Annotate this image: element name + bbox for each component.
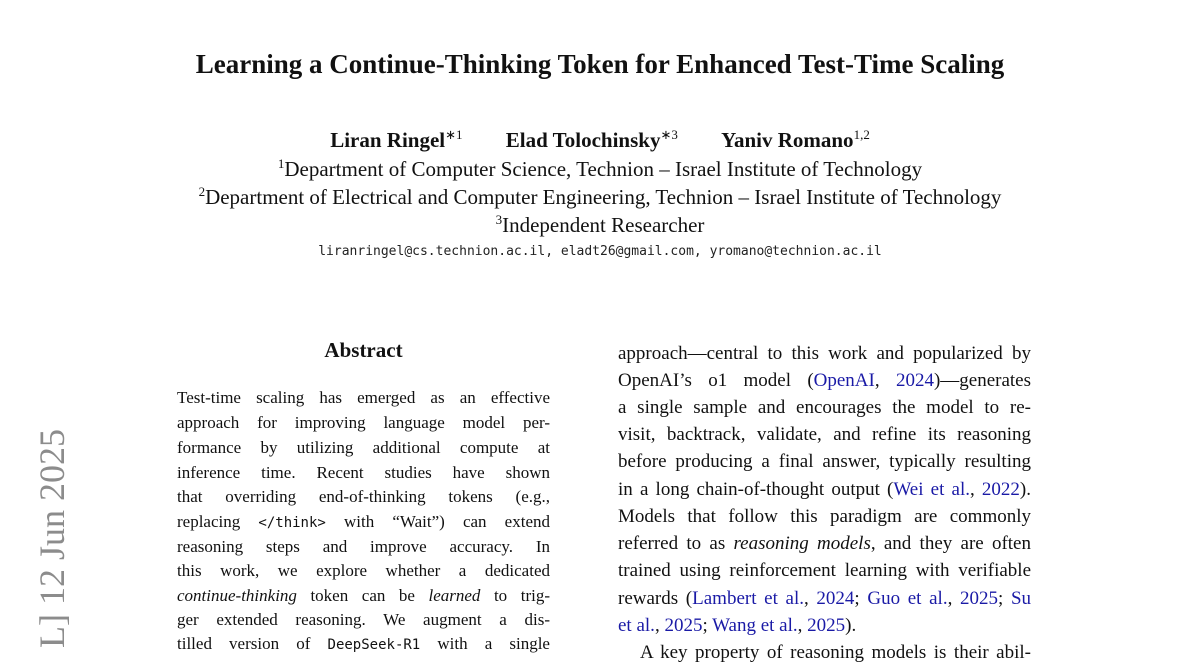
body-line (618, 476, 1031, 504)
body-line (618, 585, 1031, 613)
citation-link[interactable]: 2025 (807, 615, 846, 636)
body-line: before producing a final answer, typically resulting (618, 451, 1031, 472)
abstract-line (177, 583, 550, 608)
abstract-line (177, 631, 550, 656)
text-run: OpenAI’s o1 model ( (618, 370, 814, 391)
text-run: , (797, 615, 808, 636)
citation-link[interactable]: Su (1010, 588, 1031, 609)
citation-link[interactable]: Lambert et al. (692, 588, 804, 609)
text-run: with “Wait”) can extend (325, 512, 550, 531)
text-run: ). (845, 615, 857, 636)
abstract-line: inference time. Recent studies have shown (177, 463, 550, 482)
body-line: visit, backtrack, validate, and refine its reasoning (618, 424, 1031, 445)
text-run: , (970, 479, 982, 500)
author-name: Yaniv Romano (721, 128, 854, 152)
text-run: with a single (420, 634, 550, 653)
affiliation-text: Independent Researcher (502, 213, 705, 237)
italic-term: learned (428, 586, 481, 605)
text-run: , (947, 588, 960, 609)
text-run: , and they are often (870, 533, 1031, 554)
text-run: , (874, 370, 896, 391)
body-line: approach—central to this work and popularized by (618, 343, 1031, 364)
affiliation-marker: 1 (277, 156, 285, 171)
body-line: Models that follow this paradigm are commonly (618, 506, 1031, 527)
citation-link[interactable]: 2024 (816, 588, 855, 609)
citation-link[interactable]: Wei et al. (893, 479, 970, 500)
code-token: </think> (258, 515, 326, 531)
code-token: DeepSeek-R1 (327, 637, 421, 653)
body-line: trained using reinforcement learning with verifiable (618, 560, 1031, 581)
citation-link[interactable]: OpenAI (813, 370, 875, 391)
body-line (618, 612, 1031, 640)
author-affil-marker: 1,2 (853, 127, 870, 142)
text-run: in a long chain-of-thought output ( (618, 479, 894, 500)
text-run: ; (854, 588, 868, 609)
abstract-heading: Abstract (324, 338, 403, 362)
body-line (618, 530, 1031, 558)
text-run: to trig- (480, 586, 550, 605)
text-run: rewards ( (618, 588, 693, 609)
text-run: tilled version of (177, 634, 328, 653)
affiliation-marker: 3 (495, 212, 503, 227)
abstract-line: ger extended reasoning. We augment a dis- (177, 610, 550, 629)
italic-term: continue-thinking (177, 586, 297, 605)
text-run: ). (1019, 479, 1031, 500)
abstract-line: formance by utilizing additional compute at (177, 438, 550, 457)
author-3 (721, 128, 870, 152)
arxiv-stamp-text: L] 12 Jun 2025 (32, 429, 72, 648)
text-run: , (803, 588, 817, 609)
abstract-line: approach for improving language model per- (177, 413, 550, 432)
italic-term: reasoning models (733, 533, 871, 554)
text-run: )—generates (933, 370, 1031, 391)
citation-link[interactable]: 2024 (895, 370, 934, 391)
author-name: Elad Tolochinsky (505, 128, 661, 152)
abstract-line (177, 509, 550, 534)
citation-link[interactable]: 2025 (960, 588, 998, 609)
text-run: , (654, 615, 665, 636)
citation-link[interactable]: Guo et al. (867, 588, 948, 609)
abstract-line: Test-time scaling has emerged as an effective (177, 388, 550, 407)
author-affil-marker: ∗3 (660, 127, 678, 142)
text-run: ; (702, 615, 713, 636)
affiliation-text: Department of Electrical and Computer Engineering, Technion – Israel Institute of Technology (205, 185, 1002, 209)
abstract-line: that overriding end-of-thinking tokens (e.g., (177, 487, 550, 506)
text-run: referred to as (618, 533, 734, 554)
text-run: token can be (296, 586, 429, 605)
citation-link[interactable]: et al. (618, 615, 655, 636)
paper-title: Learning a Continue-Thinking Token for Enhanced Test-Time Scaling (195, 49, 1005, 79)
affiliation-3 (0, 206, 1200, 239)
author-name: Liran Ringel (330, 128, 446, 152)
body-line (618, 367, 1031, 395)
abstract-line: reasoning steps and improve accuracy. In (177, 537, 550, 556)
affiliation-text: Department of Computer Science, Technion – Israel Institute of Technology (284, 157, 923, 181)
arxiv-side-stamp (28, 390, 78, 648)
body-line: a single sample and encourages the model to re- (618, 397, 1031, 418)
affiliation-marker: 2 (198, 184, 206, 199)
text-run: replacing (177, 512, 259, 531)
citation-link[interactable]: 2025 (664, 615, 703, 636)
author-emails[interactable]: liranringel@cs.technion.ac.il, eladt26@gmail.com, yromano@technion.ac.il (318, 244, 882, 259)
abstract-line: this work, we explore whether a dedicated (177, 561, 550, 580)
author-affil-marker: ∗1 (445, 127, 463, 142)
author-1 (330, 128, 462, 152)
text-run: ; (998, 588, 1011, 609)
body-line: A key property of reasoning models is their abil- (640, 642, 1031, 663)
citation-link[interactable]: 2022 (981, 479, 1020, 500)
citation-link[interactable]: Wang et al. (712, 615, 798, 636)
author-2 (506, 128, 678, 152)
